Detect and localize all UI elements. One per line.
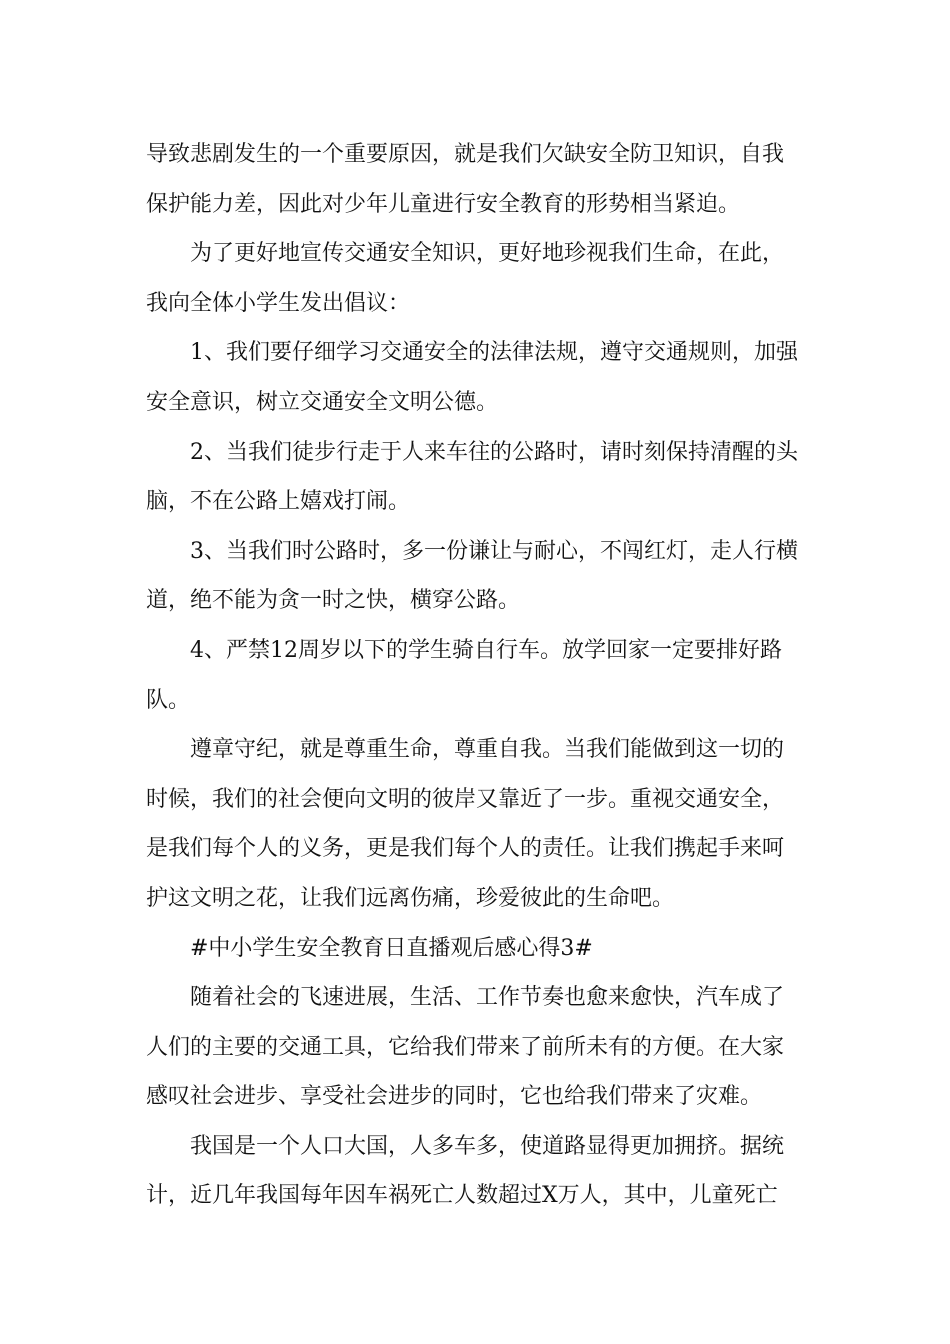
text-line: 时候，我们的社会便向文明的彼岸又靠近了一步。重视交通安全，: [146, 786, 785, 812]
text-line: 是我们每个人的义务，更是我们每个人的责任。让我们携起手来呵: [146, 836, 785, 862]
text-line: 保护能力差，因此对少年儿童进行安全教育的形势相当紧迫。: [146, 191, 741, 217]
text-line: 队。: [146, 687, 191, 713]
text-line: 人们的主要的交通工具，它给我们带来了前所未有的方便。在大家: [146, 1034, 785, 1060]
text-line: 为了更好地宣传交通安全知识，更好地珍视我们生命，在此，: [190, 241, 785, 267]
text-line: 感叹社会进步、享受社会进步的同时，它也给我们带来了灾难。: [146, 1084, 763, 1110]
paragraph: [146, 428, 806, 527]
paragraph: [146, 130, 806, 229]
paragraph: [146, 725, 806, 923]
document-body: [146, 130, 806, 1221]
text-line: 计，近几年我国每年因车祸死亡人数超过X万人，其中，儿童死亡: [146, 1183, 778, 1209]
text-line: 4、严禁12周岁以下的学生骑自行车。放学回家一定要排好路: [190, 637, 782, 663]
text-line: #中小学生安全教育日直播观后感心得3#: [190, 935, 593, 961]
text-line: 遵章守纪，就是尊重生命，尊重自我。当我们能做到这一切的: [190, 737, 785, 763]
paragraph: [146, 229, 806, 328]
text-line: 脑，不在公路上嬉戏打闹。: [146, 489, 411, 515]
paragraph: [146, 527, 806, 626]
paragraph: [146, 1122, 806, 1221]
text-line: 我国是一个人口大国，人多车多，使道路显得更加拥挤。据统: [190, 1133, 785, 1159]
paragraph: [146, 626, 806, 725]
text-line: 随着社会的飞速进展，生活、工作节奏也愈来愈快，汽车成了: [190, 985, 785, 1011]
text-line: 2、当我们徒步行走于人来车往的公路时，请时刻保持清醒的头: [190, 439, 798, 465]
text-line: 道，绝不能为贪一时之快，横穿公路。: [146, 588, 521, 614]
paragraph: [146, 973, 806, 1122]
text-line: 3、当我们时公路时，多一份谦让与耐心，不闯红灯，走人行横: [190, 538, 798, 564]
text-line: 我向全体小学生发出倡议：: [146, 290, 411, 316]
text-line: 安全意识，树立交通安全文明公德。: [146, 389, 499, 415]
text-line: 导致悲剧发生的一个重要原因，就是我们欠缺安全防卫知识，自我: [146, 142, 785, 167]
section-heading: [146, 924, 806, 974]
paragraph: [146, 328, 806, 427]
text-line: 1、我们要仔细学习交通安全的法律法规，遵守交通规则，加强: [190, 340, 798, 366]
text-line: 护这文明之花，让我们远离伤痛，珍爱彼此的生命吧。: [146, 885, 675, 911]
